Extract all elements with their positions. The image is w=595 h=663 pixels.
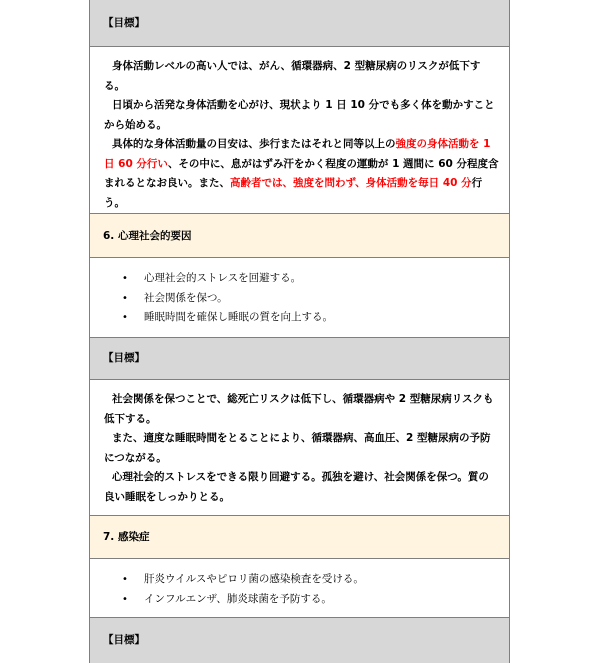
goal-body-psychosocial	[90, 380, 509, 516]
section-header-text: 【目標】	[103, 17, 145, 29]
bullet-icon: •	[122, 312, 128, 323]
bullet-list	[90, 570, 509, 609]
list-item: • 心理社会的ストレスを回避する。	[90, 269, 509, 289]
section-header-text: 【目標】	[103, 352, 145, 364]
section-header-goal-2	[90, 338, 509, 380]
highlight-text: 強度の身体活動を 1 日 60 分行い	[104, 138, 491, 170]
document-table	[89, 0, 510, 663]
paragraph: また、適度な睡眠時間をとることにより、循環器病、高血圧、2 型糖尿病の予防につながる。	[104, 432, 491, 464]
highlight-text: 高齢者では、強度を問わず、身体活動を毎日 40 分	[230, 177, 472, 189]
goal-body-physical-activity	[90, 47, 509, 214]
section-header-text: 【目標】	[103, 634, 145, 646]
section-header-infection	[90, 516, 509, 559]
paragraph: 身体活動レベルの高い人では、がん、循環器病、2 型糖尿病のリスクが低下する。	[104, 60, 481, 92]
bullet-icon: •	[122, 593, 128, 605]
list-item: • 睡眠時間を確保し睡眠の質を向上する。	[90, 308, 509, 328]
section-header-psychosocial	[90, 214, 509, 258]
section-header-goal-3	[90, 618, 509, 663]
bullet-icon: •	[122, 273, 128, 284]
paragraph: 具体的な身体活動量の目安は、歩行またはそれと同等以上の強度の身体活動を 1 日 60 分行い、その中に、息がはずみ汗をかく程度の運動が 1 週間に 60 分程度含まれるとなお良い。また、高齢者では、強度を問わず、身体活動を毎日 40 分行う。	[104, 138, 499, 209]
paragraph: 日頃から活発な身体活動を心がけ、現状より 1 日 10 分でも多く体を動かすことから始める。	[104, 99, 495, 131]
bullet-list-infection	[90, 559, 509, 618]
list-item: • 社会関係を保つ。	[90, 289, 509, 309]
bullet-list-psychosocial	[90, 258, 509, 338]
paragraph: 社会関係を保つことで、総死亡リスクは低下し、循環器病や 2 型糖尿病リスクも低下する。	[104, 393, 494, 425]
section-header-goal-1	[90, 0, 509, 47]
list-item: • インフルエンザ、肺炎球菌を予防する。	[90, 590, 509, 610]
bullet-icon: •	[122, 292, 128, 304]
paragraph: 心理社会的ストレスをできる限り回避する。孤独を避け、社会関係を保つ。質の良い睡眠をしっかりとる。	[104, 471, 489, 503]
bullet-icon: •	[122, 574, 128, 585]
section-header-text: 7. 感染症	[103, 531, 150, 543]
bullet-list	[90, 269, 509, 328]
list-item: • 肝炎ウイルスやピロリ菌の感染検査を受ける。	[90, 570, 509, 590]
section-header-text: 6. 心理社会的要因	[103, 230, 192, 242]
